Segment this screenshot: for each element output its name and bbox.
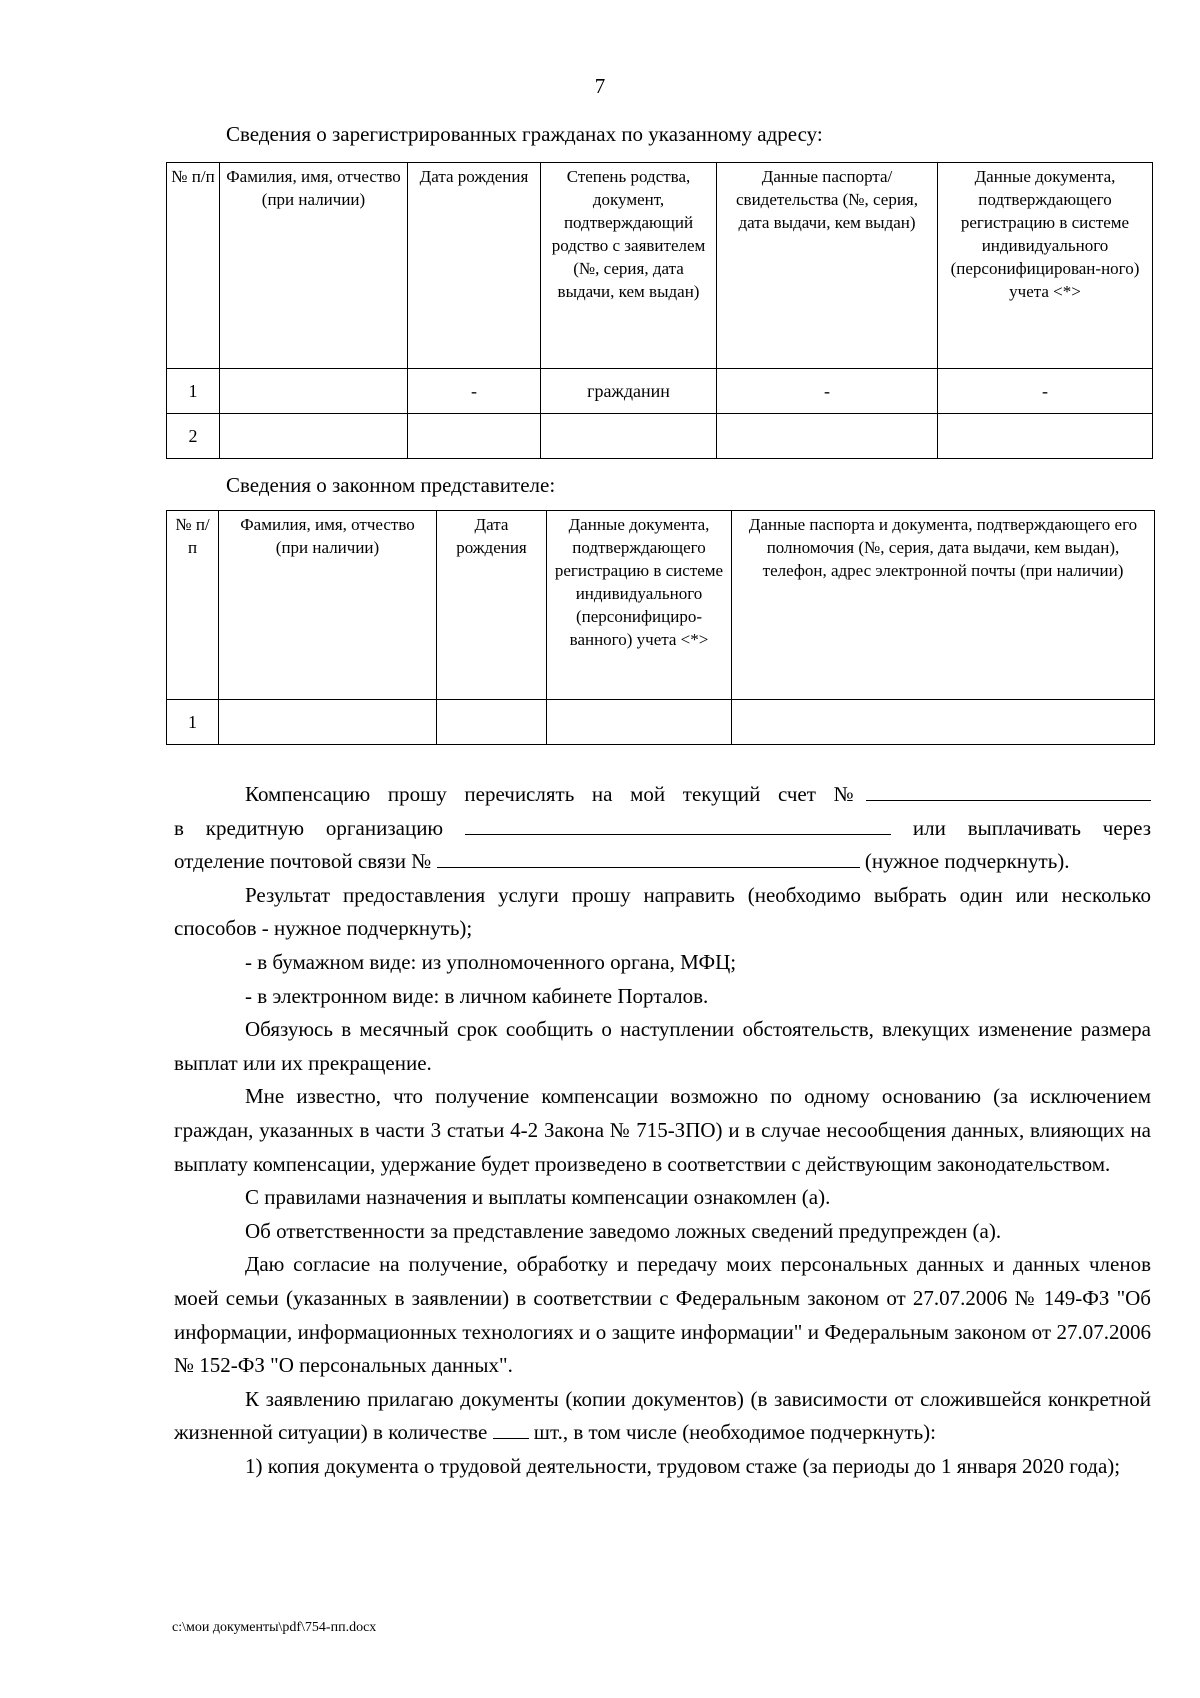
header-cell: Данные документа, подтверждающего регистрацию в системе индивидуального (персонифицирован-ного) учета <*> (938, 163, 1153, 369)
header-cell: Фамилия, имя, отчество (при наличии) (220, 163, 408, 369)
awareness-paragraph: Мне известно, что получение компенсации возможно по одному основанию (за исключением граждан, указанных в части 3 статьи 4-2 Закона № 715-ЗПО) и в случае несообщения данных, влияющих на выплату компенсации, удержание будет произведено в соответствии с действующим законодательством. (174, 1084, 1151, 1176)
file-path-footer: c:\мои документы\pdf\754-пп.docx (172, 1620, 377, 1635)
table-row (167, 700, 1155, 745)
registered-citizens-heading: Сведения о зарегистрированных гражданах по указанному адресу: (226, 122, 823, 146)
post-office-label: отделение почтовой связи № (174, 849, 432, 874)
header-cell: Фамилия, имя, отчество (при наличии) (219, 511, 437, 700)
payment-account-label: Компенсацию прошу перечислять на мой текущий счет № (245, 782, 866, 806)
underline-needed-note: (нужное подчеркнуть). (864, 849, 1070, 874)
attachments-label: К заявлению прилагаю документы (копии документов) (в зависимости от сложившейся конкретной жизненной ситуации) в количестве (174, 1386, 1151, 1445)
liability-warning: Об ответственности за представление заведомо ложных сведений предупрежден (а). (245, 1218, 1002, 1243)
table-cell (220, 369, 408, 414)
header-cell: Данные документа, подтверждающего регистрацию в системе индивидуального (персонифициро-ванного) учета <*> (547, 511, 732, 700)
credit-org-label: в кредитную организацию (174, 815, 444, 840)
table-cell (717, 414, 938, 459)
table-cell: - (938, 369, 1153, 414)
header-cell: Данные паспорта и документа, подтверждающего его полномочия (№, серия, дата выдачи, кем выдан), телефон, адрес электронной почты (при наличии) (732, 511, 1155, 700)
table-header-row (167, 163, 1153, 369)
table-cell (219, 700, 437, 745)
payment-paragraph-line2 (174, 812, 1151, 846)
credit-org-blank (465, 816, 891, 835)
table-row (167, 369, 1153, 414)
table-cell: 1 (167, 700, 219, 745)
table-cell (732, 700, 1155, 745)
table-cell (938, 414, 1153, 459)
table-cell (437, 700, 547, 745)
header-cell: Дата рождения (437, 511, 547, 700)
attachments-suffix: шт., в том числе (необходимое подчеркнуть): (533, 1420, 936, 1445)
or-pay-via-label: или выплачивать через (912, 815, 1152, 840)
table-header-row (167, 511, 1155, 700)
header-cell: № п/п (167, 511, 219, 700)
table-cell (220, 414, 408, 459)
table-cell (541, 414, 717, 459)
table-cell: - (717, 369, 938, 414)
electronic-option: - в электронном виде: в личном кабинете Порталов. (245, 983, 709, 1008)
table-cell (408, 414, 541, 459)
rules-acknowledged: С правилами назначения и выплаты компенсации ознакомлен (а). (245, 1185, 831, 1210)
payment-paragraph-line3 (174, 845, 1151, 879)
result-delivery-paragraph: Результат предоставления услуги прошу направить (необходимо выбрать один или несколько способов - нужное подчеркнуть); (174, 882, 1151, 941)
consent-paragraph: Даю согласие на получение, обработку и передачу моих персональных данных и данных членов моей семьи (указанных в заявлении) в соответствии с Федеральным законом от 27.07.2006 № 149-ФЗ "Об информации, информационных технологиях и о защите информации" и Федеральным законом от 27.07.2006 № 152-ФЗ "О персональных данных". (174, 1252, 1151, 1378)
page-number: 7 (594, 74, 606, 98)
table-cell: - (408, 369, 541, 414)
table-cell (547, 700, 732, 745)
header-cell: Степень родства, документ, подтверждающий родство с заявителем (№, серия, дата выдачи, кем выдан) (541, 163, 717, 369)
header-cell: № п/п (167, 163, 220, 369)
registered-citizens-table (166, 162, 1153, 459)
header-cell: Дата рождения (408, 163, 541, 369)
table-cell: гражданин (541, 369, 717, 414)
header-cell: Данные паспорта/свидетельства (№, серия, дата выдачи, кем выдан) (717, 163, 938, 369)
obligation-paragraph: Обязуюсь в месячный срок сообщить о наступлении обстоятельств, влекущих изменение размера выплат или их прекращение. (174, 1017, 1151, 1075)
legal-representative-heading: Сведения о законном представителе: (226, 473, 556, 497)
table-row (167, 414, 1153, 459)
attachments-paragraph (174, 1383, 1151, 1450)
table-cell: 1 (167, 369, 220, 414)
account-number-blank (866, 782, 1151, 801)
paper-option: - в бумажном виде: из уполномоченного органа, МФЦ; (245, 949, 737, 974)
payment-paragraph (174, 778, 1151, 812)
post-office-blank (437, 849, 860, 868)
attachments-count-blank (493, 1420, 529, 1439)
application-body (174, 778, 1151, 1483)
legal-representative-table (166, 510, 1155, 745)
attachment-item-1: 1) копия документа о трудовой деятельности, трудовом стаже (за периоды до 1 января 2020 года); (245, 1453, 1121, 1478)
table-cell: 2 (167, 414, 220, 459)
